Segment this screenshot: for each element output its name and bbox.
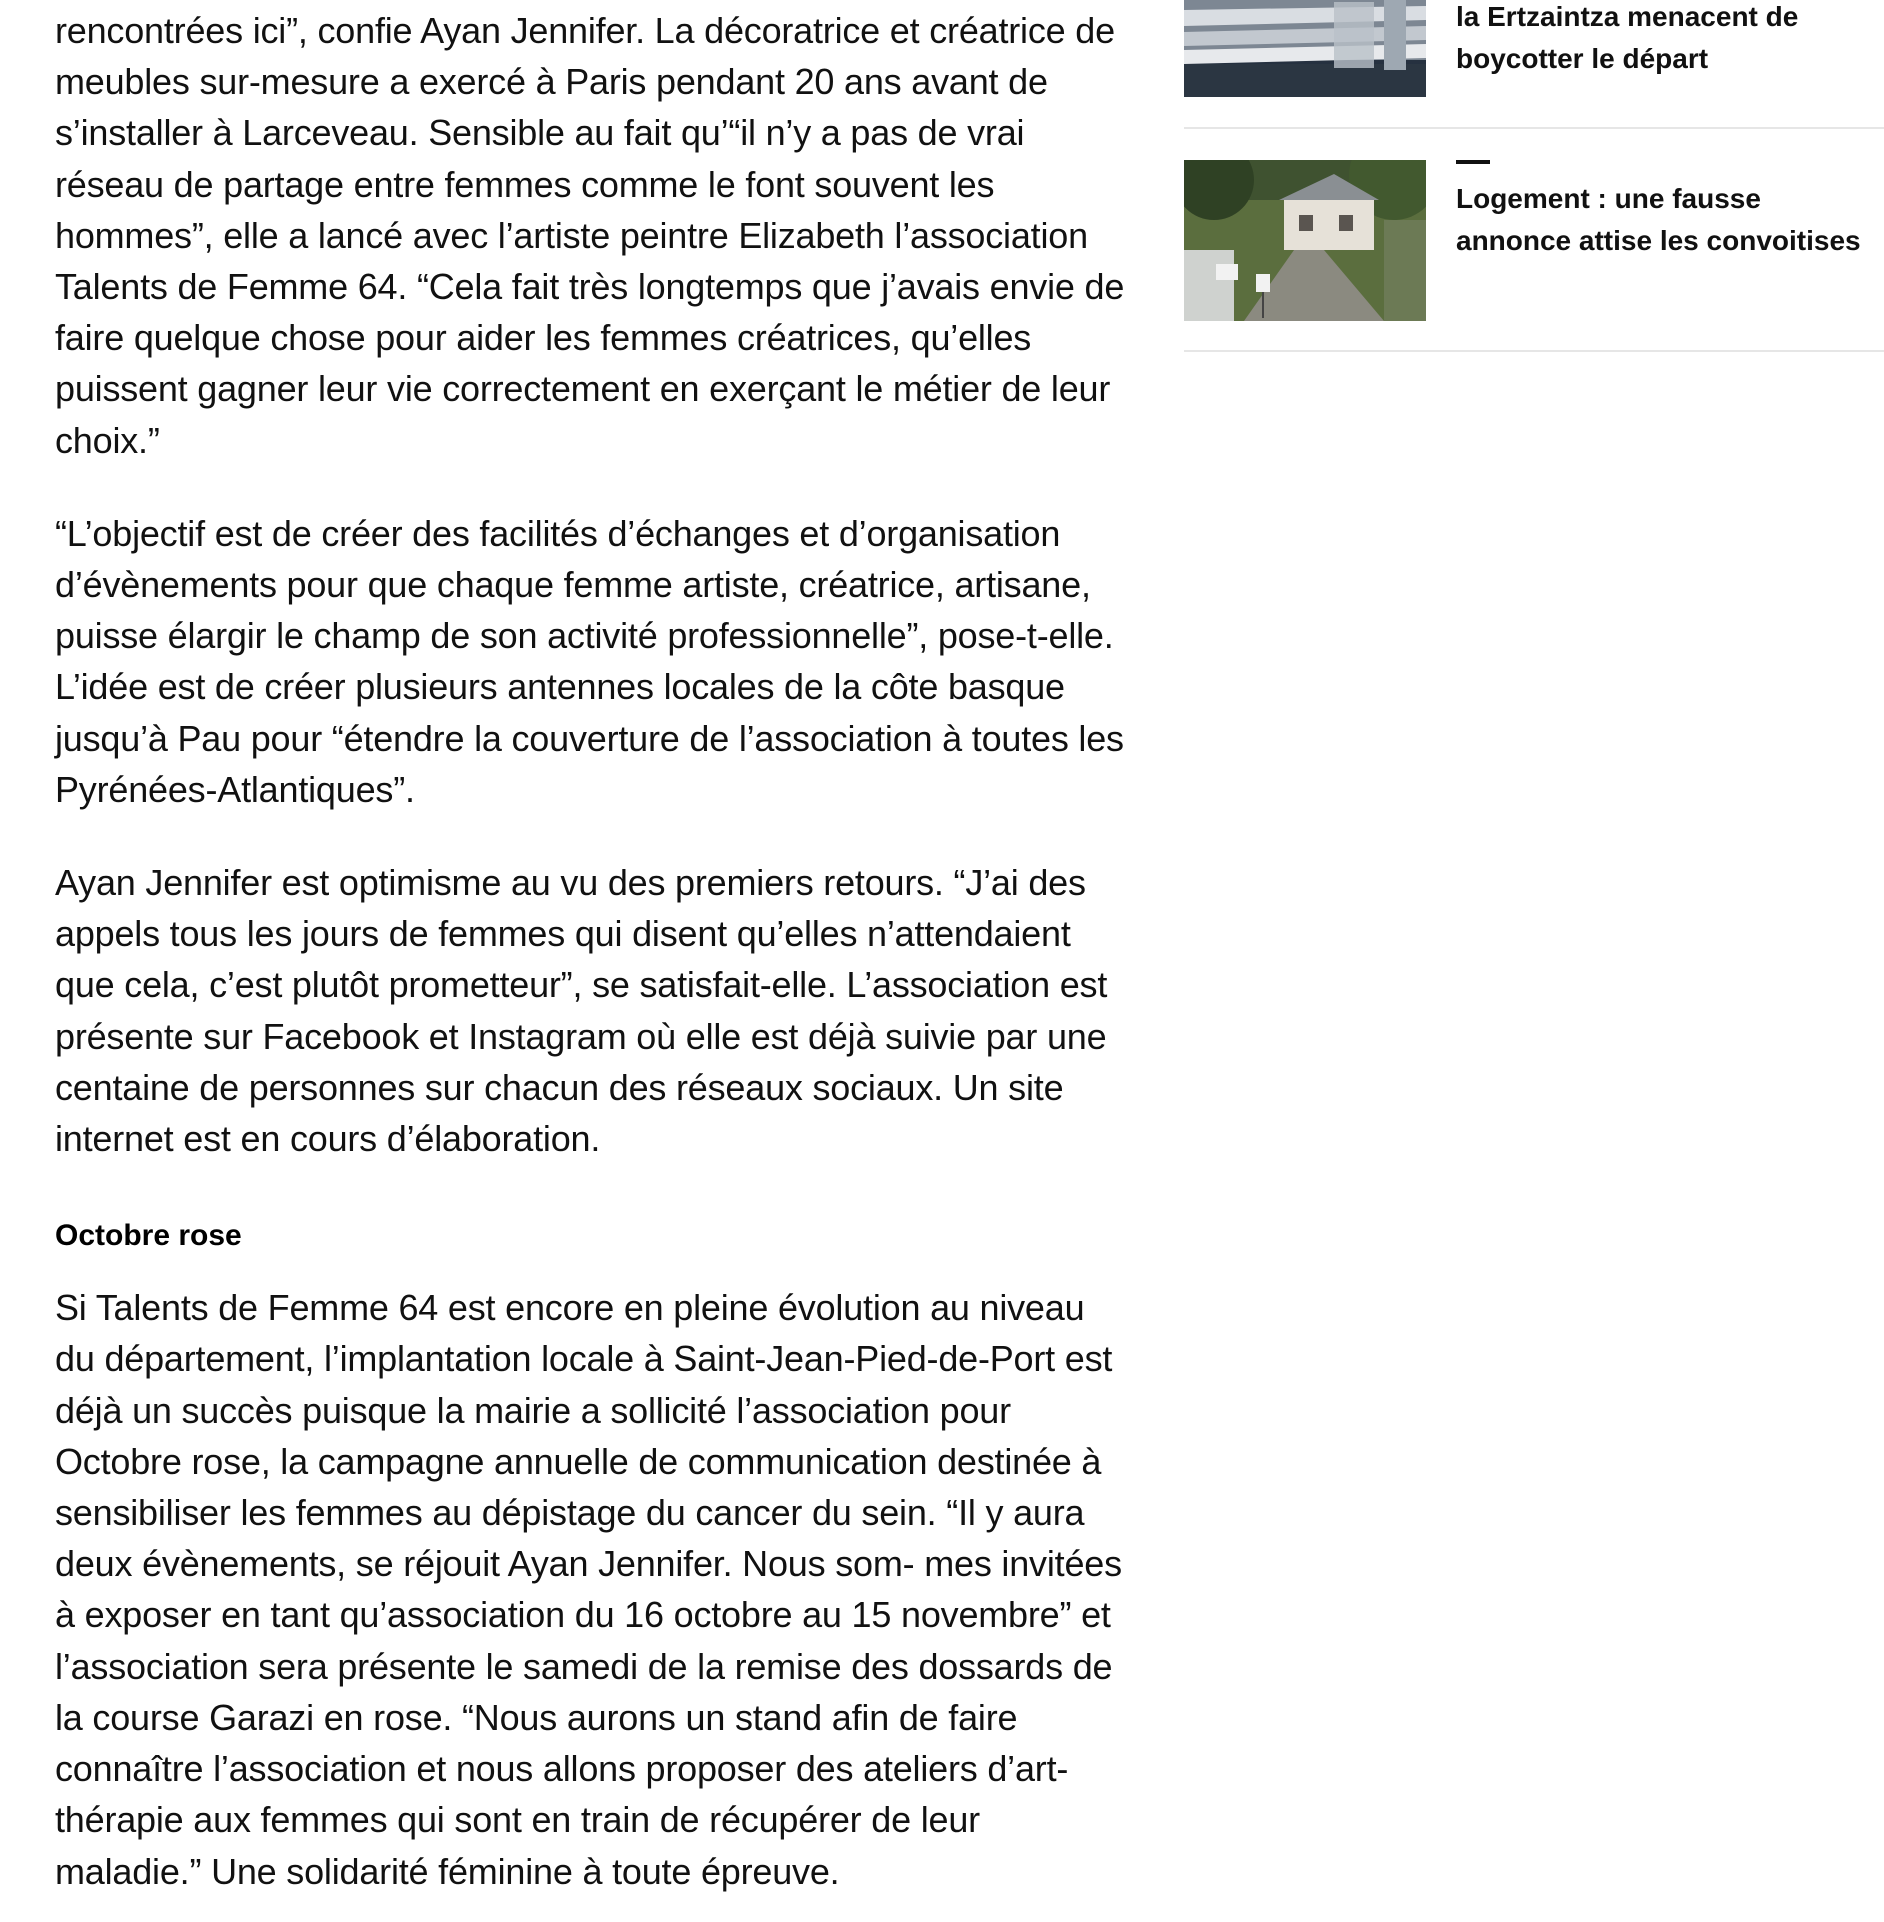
article-paragraph: Ayan Jennifer est optimisme au vu des premiers retours. “J’ai des appels tous les jours de femmes qui disent qu’elles n’attendaient que cela, c’est plutôt prometteur”, se satisfait-elle. L’association est présente sur Facebook et Instagram où elle est déjà suivie par une centaine de personnes sur chacun des réseaux sociaux. Un site internet est en cours d’élaboration.: [55, 862, 1108, 1160]
section-heading: Octobre rose: [55, 1219, 242, 1253]
cycling-photo-image: [1184, 0, 1426, 97]
article-body: [55, 5, 1130, 1897]
article-paragraph: “L’objectif est de créer des facilités d’échanges et d’organisation d’évènements pour que chaque femme artiste, créatrice, artisane, puisse élargir le champ de son activité professionnelle”, pose-t-elle. L’idée est de créer plusieurs antennes locales de la côte basque jusqu’à Pau pour “étendre la couverture de l’association à toutes les Pyrénées-Atlantiques”.: [55, 512, 1124, 810]
related-article-title[interactable]: Logement : une fausse annonce attise les convoitises: [1456, 183, 1861, 256]
article-paragraph: rencontrées ici”, confie Ayan Jennifer. La décoratrice et créatrice de meubles sur-mesure a exercé à Paris pendant 20 ans avant de s’installer à Larceveau. Sensible au fait qu’“il n’y a pas de vrai réseau de partage entre femmes comme le font souvent les hommes”, elle a lancé avec l’artiste peintre Elizabeth l’association Talents de Femme 64. “Cela fait très longtemps que j’avais envie de faire quelque chose pour aider les femmes créatrices, qu’elles puissent gagner leur vie correctement en exerçant le métier de leur choix.”: [55, 10, 1125, 461]
related-article-thumbnail[interactable]: [1184, 160, 1426, 321]
accent-dash: [1456, 160, 1490, 164]
related-article-title[interactable]: la Ertzaintza menacent de boycotter le départ: [1456, 1, 1799, 74]
house-photo-image: [1184, 160, 1426, 321]
sidebar-divider: [1184, 350, 1884, 352]
related-article-thumbnail[interactable]: [1184, 0, 1426, 97]
related-article-item[interactable]: [1184, 128, 1884, 352]
related-article-item[interactable]: [1184, 0, 1884, 130]
article-paragraph: Si Talents de Femme 64 est encore en pleine évolution au niveau du département, l’implantation locale à Saint-Jean-Pied-de-Port est déjà un succès puisque la mairie a sollicité l’association pour Octobre rose, la campagne annuelle de communication destinée à sensibiliser les femmes au dépistage du cancer du sein. “Il y aura deux évènements, se réjouit Ayan Jennifer. Nous som- mes invitées à exposer en tant qu’association du 16 octobre au 15 novembre” et l’association sera présente le samedi de la remise des dossards de la course Garazi en rose. “Nous aurons un stand afin de faire connaître l’association et nous allons proposer des ateliers d’art-thérapie aux femmes qui sont en train de récupérer de leur maladie.” Une solidarité féminine à toute épreuve.: [55, 1287, 1122, 1892]
